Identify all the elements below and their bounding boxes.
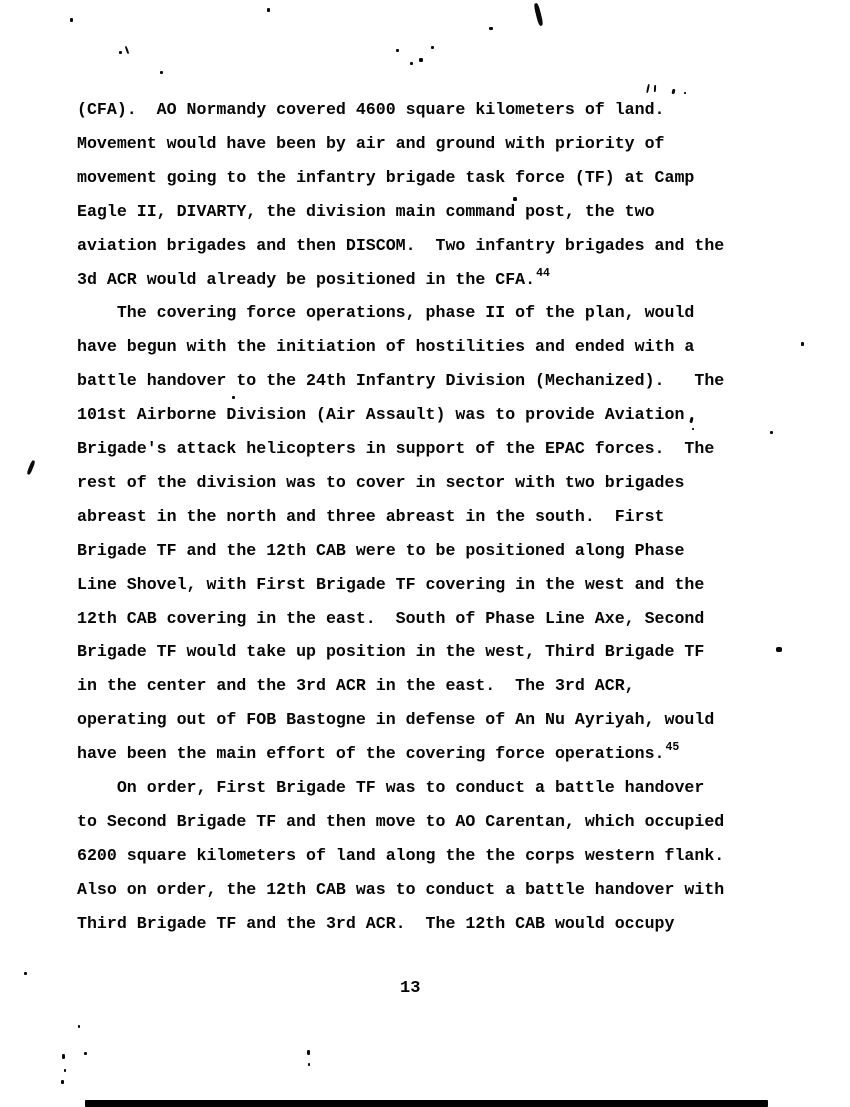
text-line-content: in the center and the 3rd ACR in the east. The 3rd ACR, bbox=[77, 676, 635, 696]
text-line bbox=[77, 102, 665, 122]
scan-speck bbox=[119, 51, 122, 54]
text-line bbox=[77, 441, 714, 461]
text-line-content: battle handover to the 24th Infantry Division (Mechanized). The bbox=[77, 371, 725, 391]
scan-speck bbox=[513, 197, 517, 201]
scan-speck bbox=[24, 972, 27, 975]
text-line bbox=[77, 811, 725, 834]
scan-speck bbox=[776, 647, 782, 652]
text-line bbox=[77, 201, 655, 224]
scan-speck bbox=[26, 460, 35, 475]
text-line-content: 12th CAB covering in the east. South of Phase Line Axe, Second bbox=[77, 608, 705, 628]
text-line-content: have been the main effort of the covering force operations. bbox=[77, 744, 665, 764]
scan-speck bbox=[646, 84, 650, 93]
scan-speck bbox=[232, 396, 235, 399]
scan-speck bbox=[689, 417, 693, 424]
text-line-content: 3d ACR would already be positioned in the CFA. bbox=[77, 269, 536, 289]
text-line bbox=[77, 608, 705, 631]
scan-speck bbox=[419, 58, 423, 62]
scan-speck bbox=[654, 85, 656, 92]
scan-speck bbox=[84, 1052, 87, 1055]
scan-speck bbox=[78, 1025, 80, 1028]
text-line bbox=[77, 644, 704, 664]
scan-speck bbox=[431, 46, 434, 49]
text-line bbox=[77, 574, 705, 597]
text-line bbox=[77, 913, 675, 936]
scan-speck bbox=[61, 1080, 64, 1084]
scan-speck bbox=[410, 62, 413, 65]
text-line-content: On order, First Brigade TF was to conduct a battle handover bbox=[77, 778, 705, 797]
text-line bbox=[77, 373, 724, 393]
text-line-content: Eagle II, DIVARTY, the division main command post, the two bbox=[77, 201, 655, 221]
text-line bbox=[77, 167, 695, 190]
text-line-content: Brigade TF and the 12th CAB were to be positioned along Phase bbox=[77, 540, 685, 560]
footnote-reference: 44 bbox=[536, 266, 550, 280]
text-line-content: movement going to the infantry brigade task force (TF) at Camp bbox=[77, 167, 695, 187]
text-line bbox=[77, 879, 725, 902]
text-line-content: Brigade TF would take up position in the west, Third Brigade TF bbox=[77, 642, 705, 662]
text-line bbox=[77, 472, 685, 495]
text-line bbox=[77, 339, 694, 359]
text-line-content: 101st Airborne Division (Air Assault) was to provide Aviation bbox=[77, 405, 685, 425]
text-line-content: The covering force operations, phase II of the plan, would bbox=[77, 303, 695, 323]
text-line-content: aviation brigades and then DISCOM. Two infantry brigades and the bbox=[77, 235, 725, 255]
scan-speck bbox=[692, 428, 694, 430]
scan-speck bbox=[308, 1063, 310, 1066]
text-line bbox=[77, 780, 704, 800]
text-line-content: operating out of FOB Bastogne in defense of An Nu Ayriyah, would bbox=[77, 710, 715, 730]
scan-speck bbox=[396, 49, 399, 52]
scan-speck bbox=[533, 3, 543, 27]
scan-speck bbox=[684, 92, 686, 94]
text-line-content: Third Brigade TF and the 3rd ACR. The 12th CAB would occupy bbox=[77, 913, 675, 933]
text-line bbox=[77, 305, 694, 325]
text-line-content: 6200 square kilometers of land along the the corps western flank. bbox=[77, 845, 725, 865]
text-line bbox=[77, 266, 550, 292]
footnote-reference: 45 bbox=[665, 741, 680, 755]
page-number: 13 bbox=[400, 979, 421, 998]
text-line-content: abreast in the north and three abreast in the south. First bbox=[77, 506, 665, 526]
scan-speck bbox=[64, 1069, 66, 1072]
text-line-content: Brigade's attack helicopters in support of the EPAC forces. The bbox=[77, 439, 715, 458]
text-line-content: Also on order, the 12th CAB was to conduct a battle handover with bbox=[77, 879, 725, 899]
scan-speck bbox=[770, 431, 773, 434]
scan-speck bbox=[672, 89, 676, 95]
scan-edge-bar bbox=[85, 1100, 768, 1107]
text-line bbox=[77, 678, 635, 698]
text-line bbox=[77, 235, 725, 258]
text-line bbox=[77, 133, 665, 156]
text-line-content: have begun with the initiation of hostilities and ended with a bbox=[77, 337, 695, 357]
text-line bbox=[77, 407, 684, 427]
text-line bbox=[77, 506, 665, 529]
text-line bbox=[77, 540, 685, 563]
text-line bbox=[77, 712, 714, 732]
text-line-content: Movement would have been by air and ground with priority of bbox=[77, 133, 665, 153]
scan-speck bbox=[801, 342, 804, 346]
scan-speck bbox=[70, 18, 73, 22]
text-line-content: Line Shovel, with First Brigade TF covering in the west and the bbox=[77, 574, 705, 594]
scan-speck bbox=[62, 1054, 65, 1059]
text-line-content: to Second Brigade TF and then move to AO Carentan, which occupied bbox=[77, 811, 725, 831]
scan-speck bbox=[125, 46, 130, 54]
scan-speck bbox=[489, 27, 493, 30]
scan-speck bbox=[160, 71, 163, 74]
text-line bbox=[77, 845, 725, 868]
text-line-content: rest of the division was to cover in sector with two brigades bbox=[77, 472, 685, 492]
text-line-content: (CFA). AO Normandy covered 4600 square kilometers of land. bbox=[77, 100, 665, 119]
text-line bbox=[77, 741, 680, 766]
scan-speck bbox=[307, 1050, 310, 1055]
scan-speck bbox=[267, 8, 270, 12]
